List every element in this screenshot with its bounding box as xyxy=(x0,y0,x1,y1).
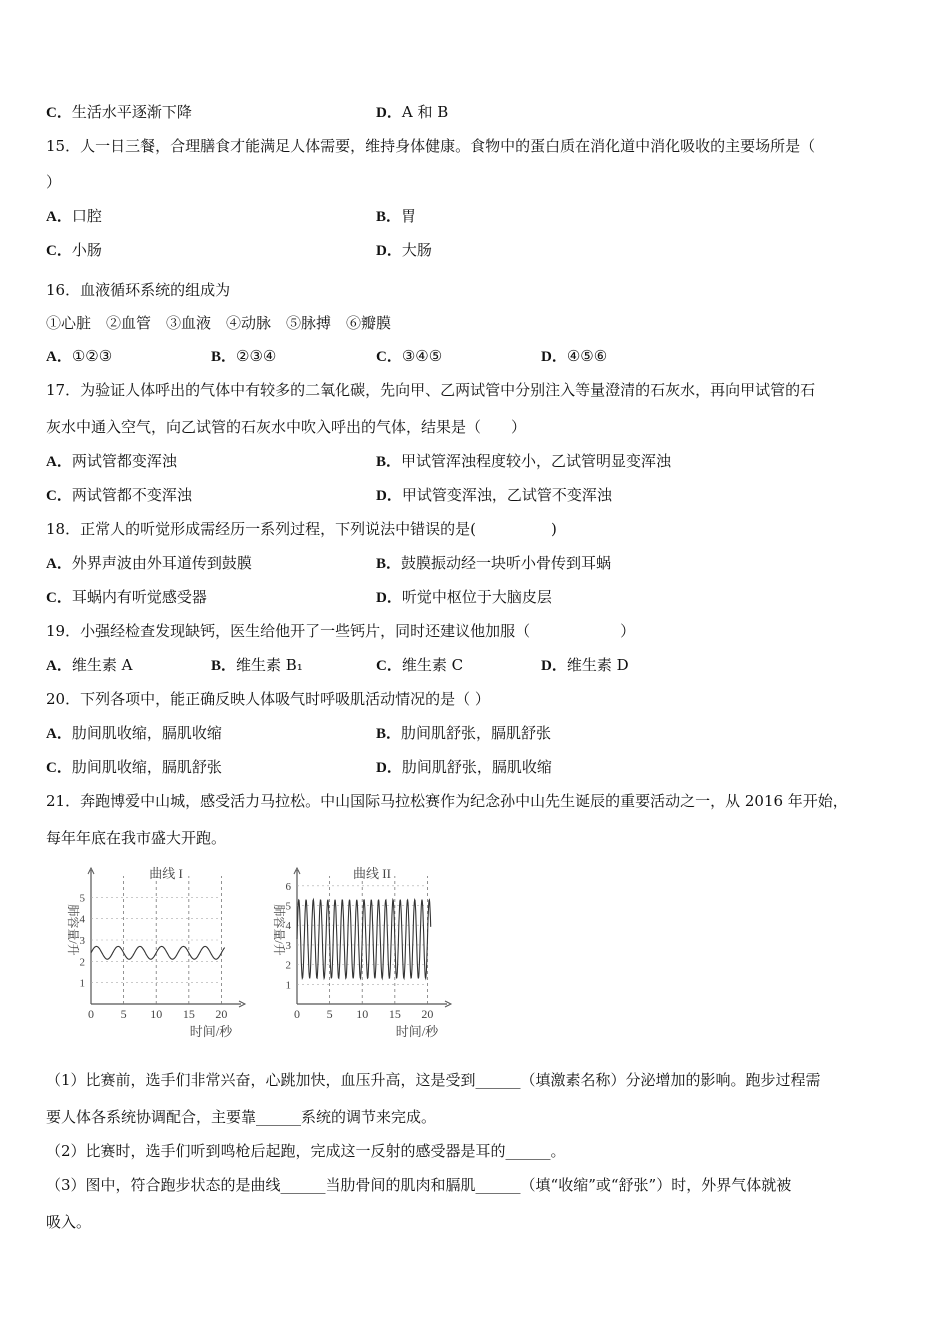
x-tick-label-15: 15 xyxy=(182,1007,195,1021)
x-axis-label: 时间/秒 xyxy=(189,1024,233,1039)
q19-option-d: D．维生素 D xyxy=(541,656,629,674)
q15-stem-line1: 15．人一日三餐，合理膳食才能满足人体需要，维持身体健康。食物中的蛋白质在消化道中消化吸收的主要场所是（ xyxy=(46,137,816,155)
q15-option-a: A．口腔 xyxy=(46,207,102,225)
q20-option-d: D．肋间肌舒张，膈肌收缩 xyxy=(376,758,552,776)
q15-stem-line2: ） xyxy=(46,173,62,191)
x-tick-label-20: 20 xyxy=(421,1007,434,1021)
x-axis-label: 时间/秒 xyxy=(395,1024,439,1039)
q20-option-a: A．肋间肌收缩，膈肌收缩 xyxy=(46,724,222,742)
q18-option-d: D．听觉中枢位于大脑皮层 xyxy=(376,588,552,606)
chart-curve-2 xyxy=(272,866,451,1039)
series-line xyxy=(91,946,225,959)
q17-option-d: D．甲试管变浑浊，乙试管不变浑浊 xyxy=(376,486,612,504)
q19-option-a: A．维生素 A xyxy=(46,656,133,674)
q21-sub3-line1: （3）图中，符合跑步状态的是曲线______当肋骨间的肌肉和膈肌______（填“收缩”或“舒张”）时，外界气体就被 xyxy=(46,1176,792,1194)
q17-option-b: B．甲试管浑浊程度较小，乙试管明显变浑浊 xyxy=(376,452,672,470)
x-tick-label-0: 0 xyxy=(294,1007,300,1021)
chart-title: 曲线 II xyxy=(353,866,391,881)
y-tick-label-3: 3 xyxy=(79,935,85,947)
x-tick-label-0: 0 xyxy=(88,1007,94,1021)
chart-title: 曲线 I xyxy=(149,866,183,881)
y-tick-label-5: 5 xyxy=(285,900,291,913)
q21-stem-line1: 21．奔跑博爱中山城，感受活力马拉松。中山国际马拉松赛作为纪念孙中山先生诞辰的重要活动之一，从 2016 年开始， xyxy=(46,792,848,810)
q21-sub1-line2: 要人体各系统协调配合，主要靠______系统的调节来完成。 xyxy=(46,1108,437,1126)
q21-sub3-line2: 吸入。 xyxy=(46,1213,92,1231)
q20-stem: 20．下列各项中，能正确反映人体吸气时呼吸肌活动情况的是（ ） xyxy=(46,690,490,708)
y-tick-label-2: 2 xyxy=(285,959,291,972)
q16-option-d: D．④⑤⑥ xyxy=(541,347,608,365)
q15-option-c: C．小肠 xyxy=(46,241,102,259)
q15-option-b: B．胃 xyxy=(376,207,417,225)
y-tick-label-3: 3 xyxy=(285,939,291,952)
q21-sub2: （2）比赛时，选手们听到鸣枪后起跑，完成这一反射的感受器是耳的______。 xyxy=(46,1142,566,1160)
q15-option-d: D．大肠 xyxy=(376,241,432,259)
q17-stem-line2: 灰水中通入空气，向乙试管的石灰水中吹入呼出的气体，结果是（ ） xyxy=(46,418,527,436)
q14-option-c: C．生活水平逐渐下降 xyxy=(46,103,192,121)
q16-option-c: C．③④⑤ xyxy=(376,347,443,365)
q16-stem: 16．血液循环系统的组成为 xyxy=(46,281,231,299)
q18-option-b: B．鼓膜振动经一块听小骨传到耳蜗 xyxy=(376,554,612,572)
q21-sub1-line1: （1）比赛前，选手们非常兴奋，心跳加快，血压升高，这是受到______（填激素名称）分泌增加的影响。跑步过程需 xyxy=(46,1071,821,1089)
y-tick-label-4: 4 xyxy=(79,913,85,926)
q16-option-b: B．②③④ xyxy=(211,347,277,365)
x-tick-label-5: 5 xyxy=(120,1007,127,1021)
lung-volume-figure xyxy=(45,862,465,1040)
y-tick-label-4: 4 xyxy=(285,920,291,933)
x-tick-label-10: 10 xyxy=(356,1007,369,1021)
q19-stem: 19．小强经检查发现缺钙，医生给他开了一些钙片，同时还建议他加服（ ） xyxy=(46,622,636,640)
y-tick-label-1: 1 xyxy=(79,977,85,990)
q19-option-c: C．维生素 C xyxy=(376,656,464,674)
q17-stem-line1: 17．为验证人体呼出的气体中有较多的二氧化碳，先向甲、乙两试管中分别注入等量澄清的石灰水，再向甲试管的石 xyxy=(46,381,816,399)
q18-option-a: A．外界声波由外耳道传到鼓膜 xyxy=(46,554,252,572)
q16-items: ①心脏 ②血管 ③血液 ④动脉 ⑤脉搏 ⑥瓣膜 xyxy=(46,314,392,332)
q21-stem-line2: 每年年底在我市盛大开跑。 xyxy=(46,829,227,847)
q18-stem: 18．正常人的听觉形成需经历一系列过程，下列说法中错误的是( ) xyxy=(46,520,557,538)
lung-volume-charts xyxy=(45,862,465,1040)
q17-option-a: A．两试管都变浑浊 xyxy=(46,452,177,470)
q20-option-c: C．肋间肌收缩，膈肌舒张 xyxy=(46,758,222,776)
x-tick-label-5: 5 xyxy=(326,1007,333,1021)
series-line xyxy=(297,900,431,979)
q20-option-b: B．肋间肌舒张，膈肌舒张 xyxy=(376,724,552,742)
y-tick-label-1: 1 xyxy=(285,979,291,992)
y-tick-label-6: 6 xyxy=(285,880,291,893)
q16-option-a: A．①②③ xyxy=(46,347,113,365)
chart-curve-1 xyxy=(66,866,245,1039)
x-tick-label-15: 15 xyxy=(388,1007,401,1021)
y-tick-label-5: 5 xyxy=(79,892,85,905)
q19-option-b: B．维生素 B₁ xyxy=(211,656,303,674)
q18-option-c: C．耳蜗内有听觉感受器 xyxy=(46,588,207,606)
x-tick-label-10: 10 xyxy=(150,1007,163,1021)
x-tick-label-20: 20 xyxy=(215,1007,228,1021)
q14-option-d: D．A 和 B xyxy=(376,103,449,121)
y-tick-label-2: 2 xyxy=(79,956,85,969)
y-axis-label: 肺容量/升 xyxy=(272,904,286,956)
y-axis-label: 肺容量/升 xyxy=(66,904,80,956)
q17-option-c: C．两试管都不变浑浊 xyxy=(46,486,192,504)
